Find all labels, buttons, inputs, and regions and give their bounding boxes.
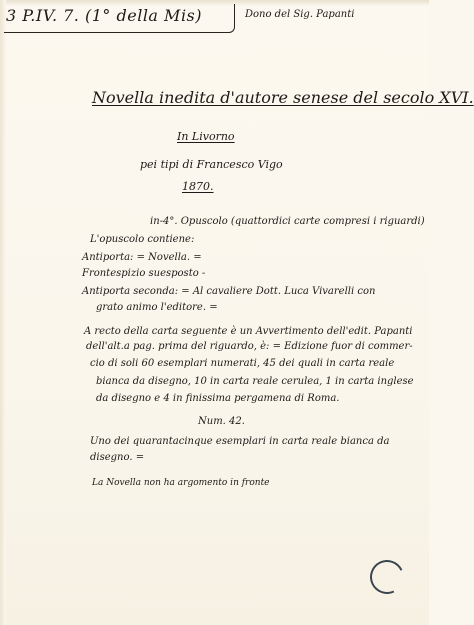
shelfmark: 3 P.IV. 7. (1° della Mis) [6, 6, 203, 25]
donation-note: Dono del Sig. Papanti [245, 9, 355, 20]
contents-item: Frontespizio suesposto - [82, 268, 206, 279]
copy-note-line: Uno dei quarantacinque esemplari in carta reale bianca da [90, 436, 390, 447]
imprint-place: In Livorno [177, 130, 235, 143]
imprint-year: 1870. [182, 180, 214, 193]
notice-line: cio di soli 60 esemplari numerati, 45 dei quali in carta reale [90, 358, 395, 369]
notice-line: dell'alt.a pag. prima del riguardo, è: = Edizione fuor di commer- [86, 341, 413, 352]
copy-note-line: disegno. = [90, 452, 145, 463]
collation-format: in-4°. Opuscolo (quattordici carte compresi i riguardi) [150, 216, 425, 227]
contents-item: Antiporta: = Novella. = [82, 252, 202, 263]
notice-line: da disegno e 4 in finissima pergamena di Roma. [96, 393, 340, 404]
page-title: Novella inedita d'autore senese del secolo XVI. [92, 88, 474, 107]
imprint-printer: pei tipi di Francesco Vigo [140, 158, 283, 171]
contents-item: grato animo l'editore. = [96, 302, 218, 313]
final-note: La Novella non ha argomento in fronte [92, 478, 270, 488]
notice-line: bianca da disegno, 10 in carta reale cerulea, 1 in carta inglese [96, 376, 414, 387]
paper-edge-left [0, 0, 6, 625]
contents-heading: L'opuscolo contiene: [90, 234, 195, 245]
notice-line: A recto della carta seguente è un Avvertimento dell'edit. Papanti [84, 326, 413, 337]
contents-item: Antiporta seconda: = Al cavaliere Dott. Luca Vivarelli con [82, 286, 376, 297]
copy-number: Num. 42. [198, 416, 245, 427]
stamp-mark-icon [365, 555, 409, 599]
